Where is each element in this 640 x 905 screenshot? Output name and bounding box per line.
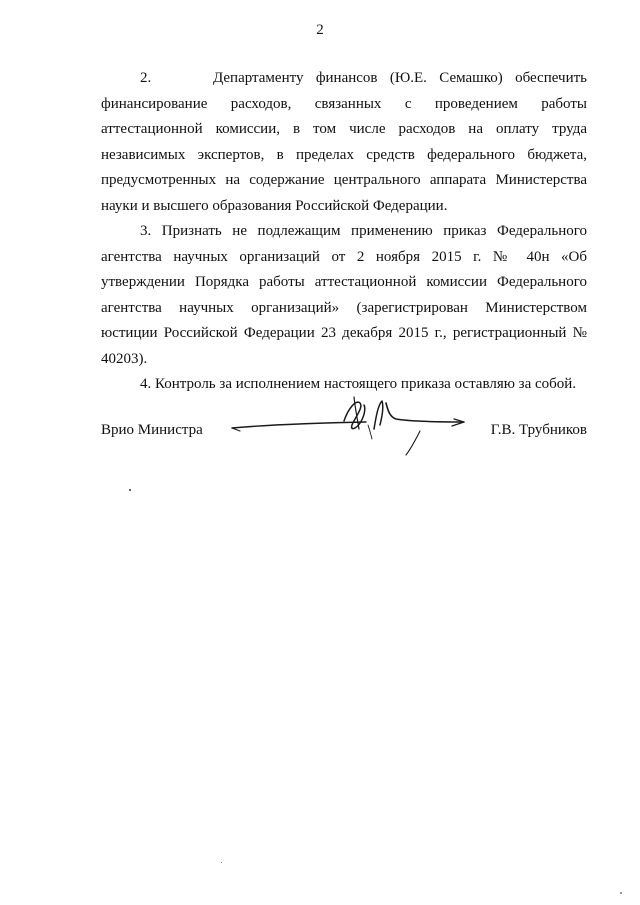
page-number: 2 (316, 22, 324, 38)
paragraph-2-word: Семашко) (439, 70, 503, 86)
signatory-name: Г.В. Трубников (490, 422, 587, 438)
paragraph-2 (101, 66, 587, 219)
paragraph-2-word: обеспечить (515, 70, 587, 86)
paragraph-2-number: 2. (140, 70, 152, 86)
paragraph-3: 3. Признать не подлежащим применению приказ Федерального агентства научных организаций от 2 ноября 2015 г. № 40н «Об утверждении Порядка работы аттестационной комиссии Федерального агентства научных организаций» (зарегистрирован Министерством юстиции Российской Федерации 23 декабря 2015 г., регистрационный № 40203). (101, 223, 587, 367)
scan-speck (129, 489, 131, 491)
signatory-title: Врио Министра (101, 422, 203, 438)
paragraph-2-rest: финансирование расходов, связанных с проведением работы аттестационной комиссии, в том числе расходов на оплату труда независимых экспертов, в пределах средств федерального бюджета, предусмотренных на содержание центрального аппарата Министерства науки и высшего образования Российской Федерации. (101, 95, 587, 214)
document-body (101, 66, 587, 398)
paragraph-4: 4. Контроль за исполнением настоящего приказа оставляю за собой. (140, 376, 577, 392)
scan-speck (221, 862, 222, 863)
paragraph-2-word: (Ю.Е. (389, 70, 427, 86)
paragraph-2-word: Департаменту (212, 70, 304, 86)
scan-speck (620, 892, 622, 894)
paragraph-2-first-line (101, 66, 587, 92)
paragraph-2-word: финансов (315, 70, 378, 86)
handwritten-signature-icon (226, 395, 472, 461)
